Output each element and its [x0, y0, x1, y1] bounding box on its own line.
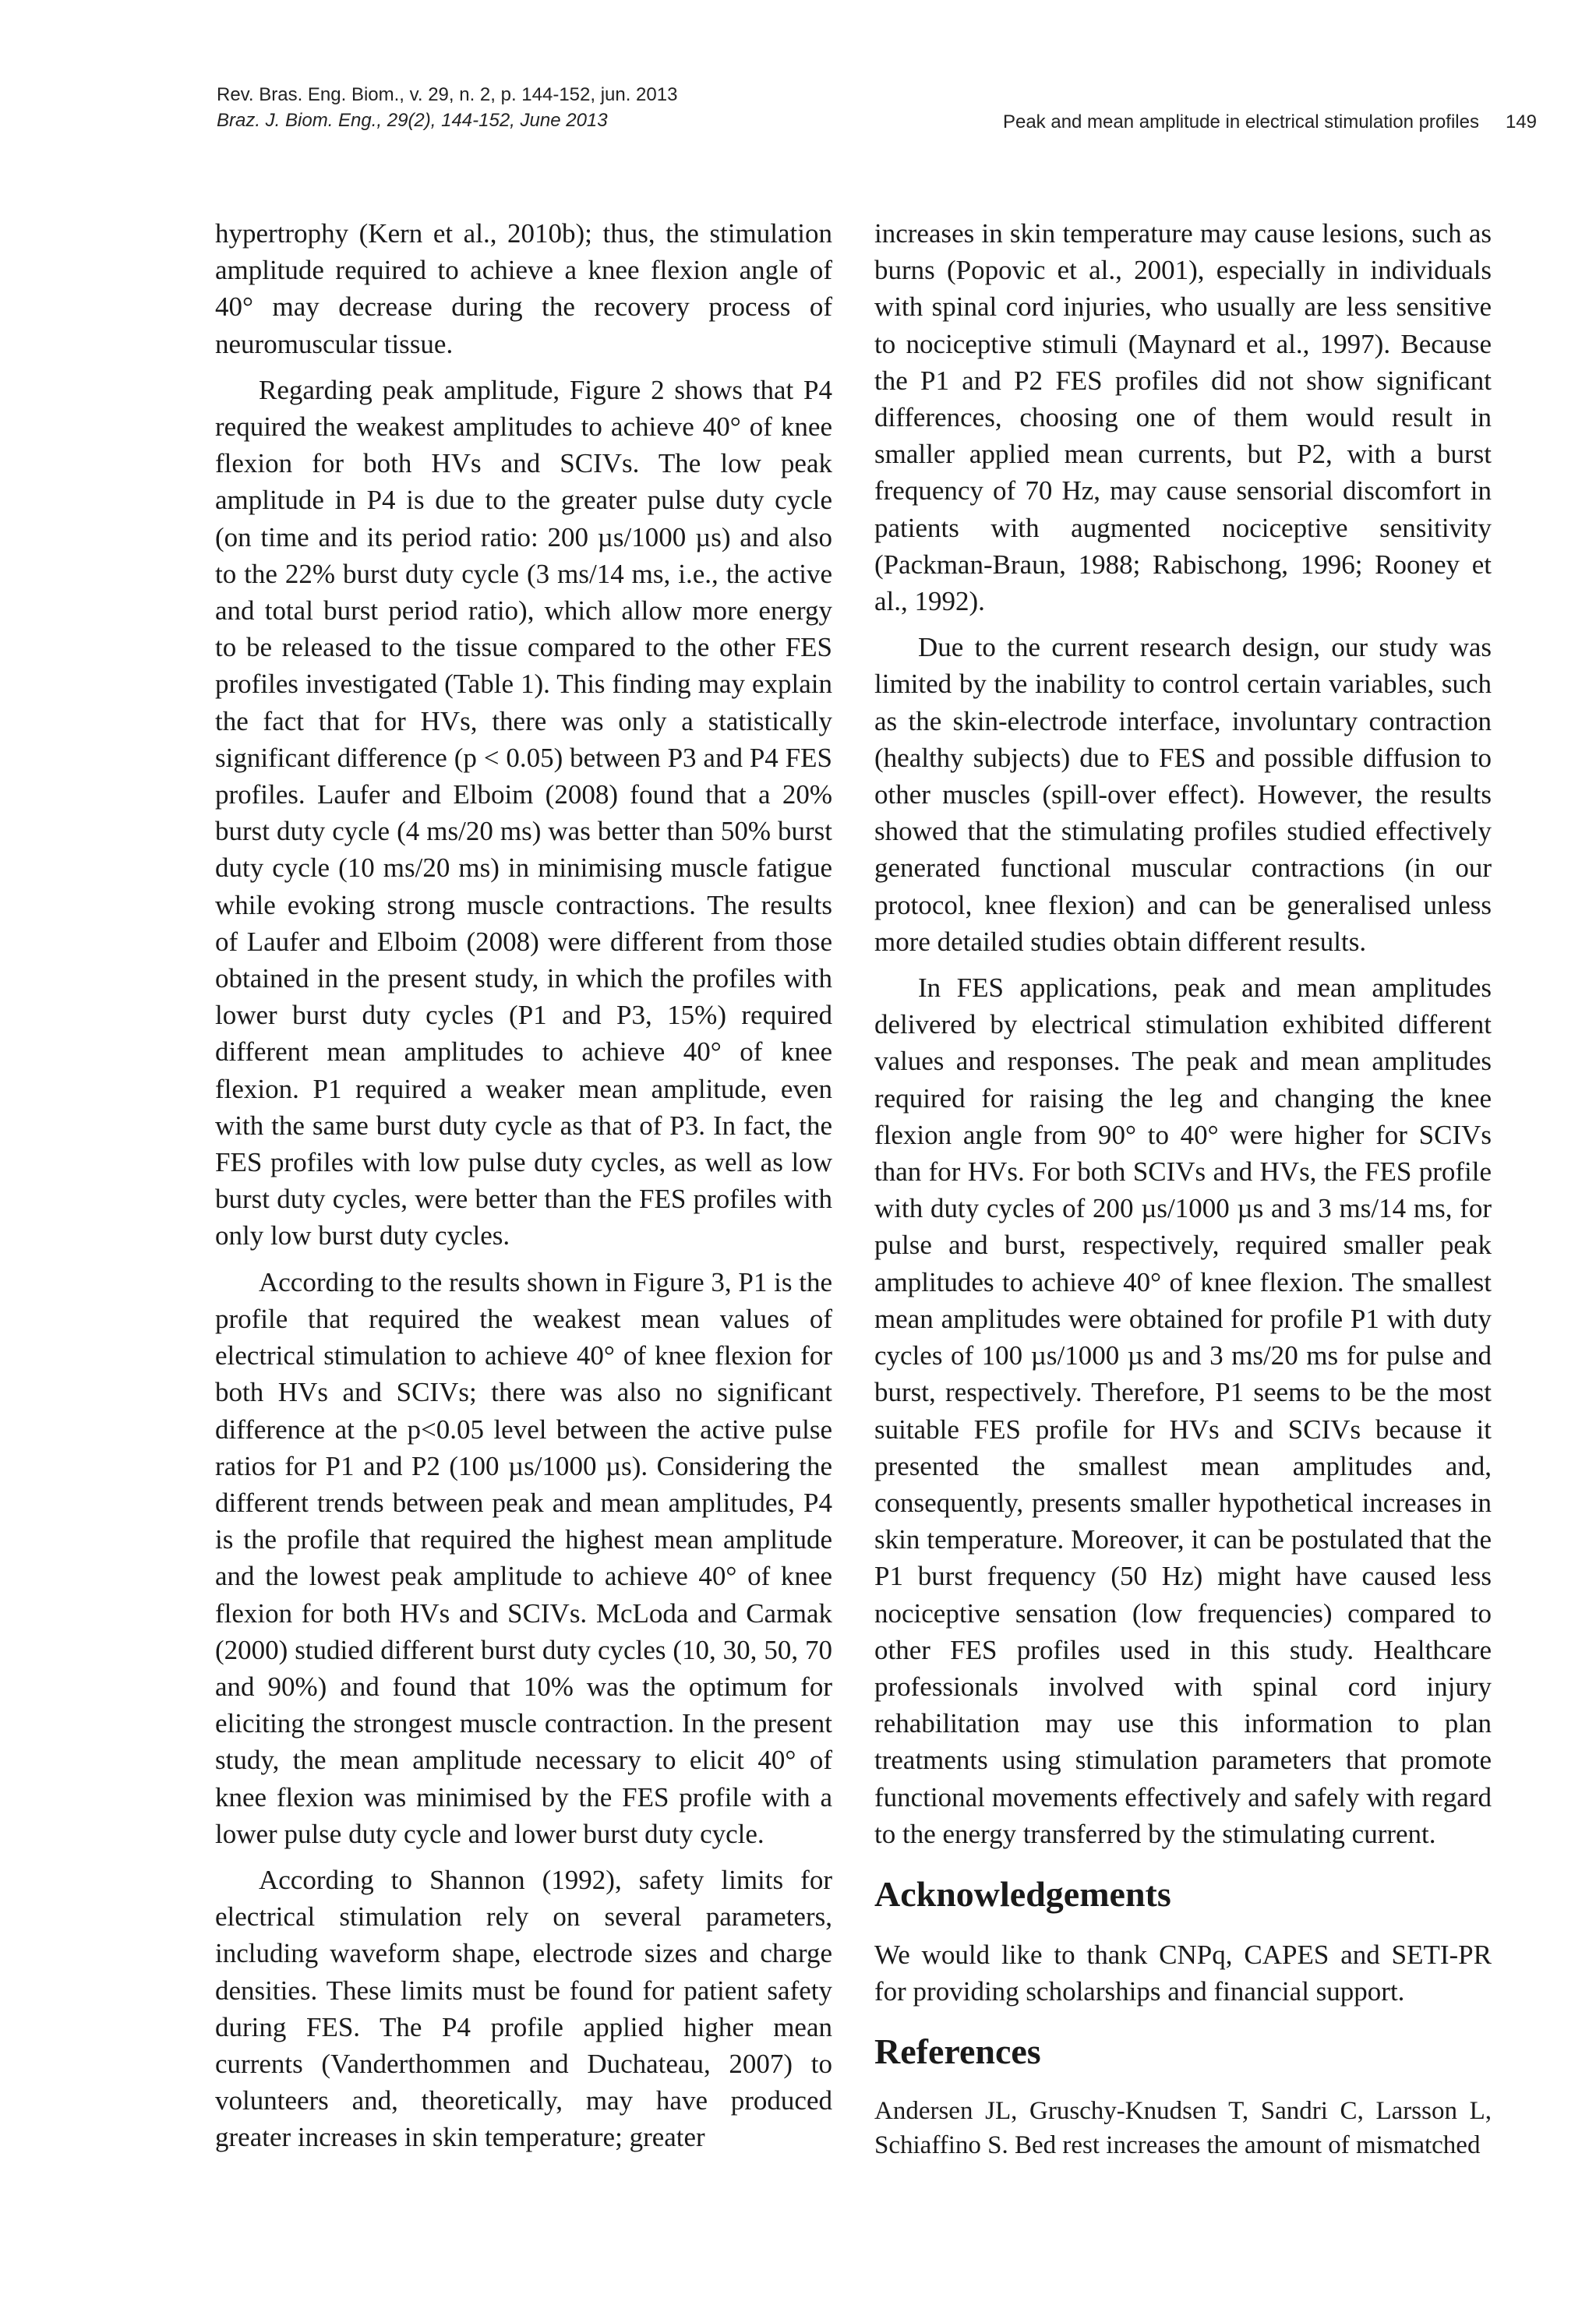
journal-citation-en: Braz. J. Biom. Eng., 29(2), 144-152, June 2013	[217, 110, 608, 131]
paragraph: According to the results shown in Figure 3, P1 is the profile that required the weakest mean values of electrical stimulation to achieve 40° of knee flexion for both HVs and SCIVs; there was also no significant difference at the p<0.05 level between the active pulse ratios for P1 and P2 (100 µs/1000 µs). Considering the different trends between peak and mean amplitudes, P4 is the profile that required the highest mean amplitude and the lowest peak amplitude to achieve 40° of knee flexion for both HVs and SCIVs. McLoda and Carmak (2000) studied different burst duty cycles (10, 30, 50, 70 and 90%) and found that 10% was the optimum for eliciting the strongest muscle contraction. In the present study, the mean amplitude necessary to elicit 40° of knee flexion was minimised by the FES profile with a lower pulse duty cycle and lower burst duty cycle.	[215, 1266, 832, 1849]
paragraph: Regarding peak amplitude, Figure 2 shows that P4 required the weakest amplitudes to achieve 40° of knee flexion for both HVs and SCIVs. The low peak amplitude in P4 is due to the greater pulse duty cycle (on time and its period ratio: 200 µs/1000 µs) and also to the 22% burst duty cycle (3 ms/14 ms, i.e., the active and total burst period ratio), which allow more energy to be released to the tissue compared to the other FES profiles investigated (Table 1). This finding may explain the fact that for HVs, there was only a statistically significant difference (p < 0.05) between P3 and P4 FES profiles. Laufer and Elboim (2008) found that a 20% burst duty cycle (4 ms/20 ms) was better than 50% burst duty cycle (10 ms/20 ms) in minimising muscle fatigue while evoking strong muscle contractions. The results of Laufer and Elboim (2008) were different from those obtained in the present study, in which the profiles with lower burst duty cycles (P1 and P3, 15%) required different mean amplitudes to achieve 40° of knee flexion. P1 required a weaker mean amplitude, even with the same burst duty cycle as that of P3. In fact, the FES profiles with low pulse duty cycles, as well as low burst duty cycles, were better than the FES profiles with only low burst duty cycles.	[215, 374, 832, 1251]
running-title: Peak and mean amplitude in electrical stimulation profiles	[1002, 111, 1479, 132]
acknowledgements-heading: Acknowledgements	[874, 1873, 1171, 1914]
left-column	[215, 215, 832, 2166]
reference-item: Andersen JL, Gruschy-Knudsen T, Sandri C, Larsson L, Schiaffino S. Bed rest increases the amount of mismatched	[874, 2097, 1492, 2160]
acknowledgements-text: We would like to thank CNPq, CAPES and SETI-PR for providing scholarships and financial support.	[874, 1939, 1492, 2007]
right-column	[874, 215, 1492, 2172]
paragraph: hypertrophy (Kern et al., 2010b); thus, the stimulation amplitude required to achieve a knee flexion angle of 40° may decrease during the recovery process of neuromuscular tissue.	[215, 218, 832, 359]
page-number: 149	[1505, 111, 1537, 132]
paragraph: In FES applications, peak and mean amplitudes delivered by electrical stimulation exhibited different values and responses. The peak and mean amplitudes required for raising the leg and changing the knee flexion angle from 90° to 40° were higher for SCIVs than for HVs. For both SCIVs and HVs, the FES profile with duty cycles of 200 µs/1000 µs and 3 ms/14 ms, for pulse and burst, respectively, required smaller peak amplitudes to achieve 40° of knee flexion. The smallest mean amplitudes were obtained for profile P1 with duty cycles of 100 µs/1000 µs and 3 ms/20 ms for pulse and burst, respectively. Therefore, P1 seems to be the most suitable FES profile for HVs and SCIVs because it presented the smallest mean amplitudes and, consequently, presents smaller hypothetical increases in skin temperature. Moreover, it can be postulated that the P1 burst frequency (50 Hz) might have caused less nociceptive sensation (low frequencies) compared to other FES profiles used in this study. Healthcare professionals involved with spinal cord injury rehabilitation may use this information to plan treatments using stimulation parameters that promote functional movements effectively and safely with regard to the energy transferred by the stimulating current.	[874, 972, 1492, 1849]
journal-citation-pt: Rev. Bras. Eng. Biom., v. 29, n. 2, p. 144-152, jun. 2013	[217, 84, 678, 105]
running-header	[1003, 111, 1537, 133]
paragraph: Due to the current research design, our study was limited by the inability to control certain variables, such as the skin-electrode interface, involuntary contraction (healthy subjects) due to FES and possible diffusion to other muscles (spill-over effect). However, the results showed that the stimulating profiles studied effectively generated functional muscular contractions (in our protocol, knee flexion) and can be generalised unless more detailed studies obtain different results.	[874, 632, 1492, 957]
references-heading: References	[874, 2031, 1041, 2072]
journal-citation	[217, 82, 677, 133]
paragraph: increases in skin temperature may cause lesions, such as burns (Popovic et al., 2001), especially in individuals with spinal cord injuries, who usually are less sensitive to nociceptive stimuli (Maynard et al., 1997). Because the P1 and P2 FES profiles did not show significant differences, choosing one of them would result in smaller applied mean currents, but P2, with a burst frequency of 70 Hz, may cause sensorial discomfort in patients with augmented nociceptive sensitivity (Packman-Braun, 1988; Rabischong, 1996; Rooney et al., 1992).	[874, 218, 1492, 617]
paragraph: According to Shannon (1992), safety limits for electrical stimulation rely on several parameters, including waveform shape, electrode sizes and charge densities. These limits must be found for patient safety during FES. The P4 profile applied higher mean currents (Vanderthommen and Duchateau, 2007) to volunteers and, theoretically, may have produced greater increases in skin temperature; greater	[215, 1864, 832, 2153]
